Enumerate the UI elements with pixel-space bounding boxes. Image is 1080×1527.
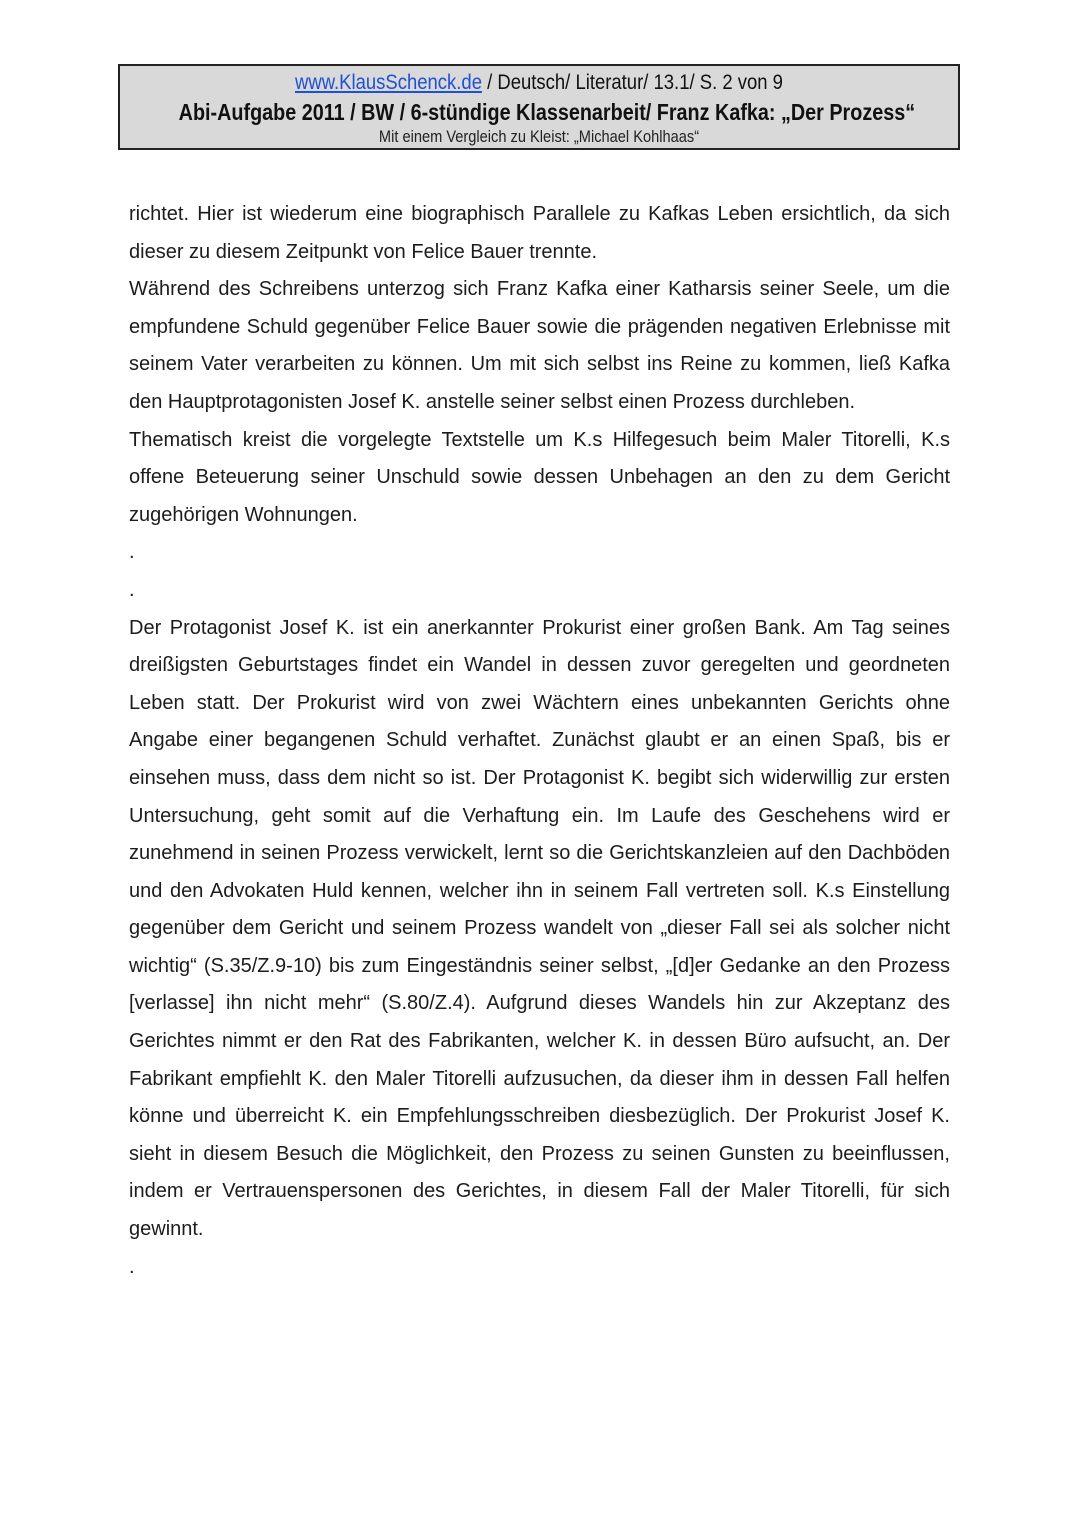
document-body [129,196,950,1286]
separator-dot: . [129,541,135,564]
paragraph-biographical-parallel: richtet. Hier ist wiederum eine biographisch Parallele zu Kafkas Leben ersichtlich, da sich dieser zu diesem Zeitpunkt von Felice Bauer trennte. [129,203,950,263]
header-subtitle: Mit einem Vergleich zu Kleist: „Michael Kohlhaas“ [378,127,700,146]
paragraph-plot-summary: Der Protagonist Josef K. ist ein anerkannter Prokurist einer großen Bank. Am Tag seines dreißigsten Geburtstages findet ein Wandel in dessen zuvor geregelten und geordneten Leben statt. Der Prokurist wird von zwei Wächtern eines unbekannten Gerichts ohne Angabe einer begangenen Schuld verhaftet. Zunächst glaubt er an einen Spaß, bis er einsehen muss, dass dem nicht so ist. Der Protagonist K. begibt sich widerwillig zur ersten Untersuchung, geht somit auf die Verhaftung ein. Im Laufe des Geschehens wird er zunehmend in seinen Prozess verwickelt, lernt so die Gerichtskanzleien auf den Dachböden und den Advokaten Huld kennen, welcher ihn in seinem Fall vertreten soll. K.s Einstellung gegenüber dem Gericht und seinem Prozess wandelt von „dieser Fall sei als solcher nicht wichtig“ (S.35/Z.9-10) bis zum Eingeständnis seiner selbst, „[d]er Gedanke an den Prozess [verlasse] ihn nicht mehr“ (S.80/Z.4). Aufgrund dieses Wandels hin zur Akzeptanz des Gerichtes nimmt er den Rat des Fabrikanten, welcher K. in dessen Büro aufsucht, an. Der Fabrikant empfiehlt K. den Maler Titorelli aufzusuchen, da dieser ihm in dessen Fall helfen könne und überreicht K. ein Empfehlungsschreiben diesbezüglich. Der Prokurist Josef K. sieht in diesem Besuch die Möglichkeit, den Prozess zu seinen Gunsten zu beeinflussen, indem er Vertrauenspersonen des Gerichtes, in diesem Fall der Maler Titorelli, für sich gewinnt. [129,616,950,1241]
separator-dot: . [129,1255,135,1278]
paragraph-katharsis: Während des Schreibens unterzog sich Franz Kafka einer Katharsis seiner Seele, um die empfundene Schuld gegenüber Felice Bauer sowie die prägenden negativen Erlebnisse mit seinem Vater verarbeiten zu können. Um mit sich selbst ins Reine zu kommen, ließ Kafka den Hauptprotagonisten Josef K. anstelle seiner selbst einen Prozess durchleben. [129,278,950,413]
paragraph-thematic: Thematisch kreist die vorgelegte Textstelle um K.s Hilfegesuch beim Maler Titorelli, K.s offene Beteuerung seiner Unschuld sowie dessen Unbehagen an den zu dem Gericht zugehörigen Wohnungen. [129,428,950,526]
website-link[interactable]: www.KlausSchenck.de [295,71,482,94]
header-path: / Deutsch/ Literatur/ 13.1/ S. 2 von 9 [481,71,783,94]
header-title: Abi-Aufgabe 2011 / BW / 6-stündige Klassenarbeit/ Franz Kafka: „Der Prozess“ [178,99,916,125]
page-header [118,64,960,150]
header-source-line [170,70,907,96]
separator-dot: . [129,578,135,601]
